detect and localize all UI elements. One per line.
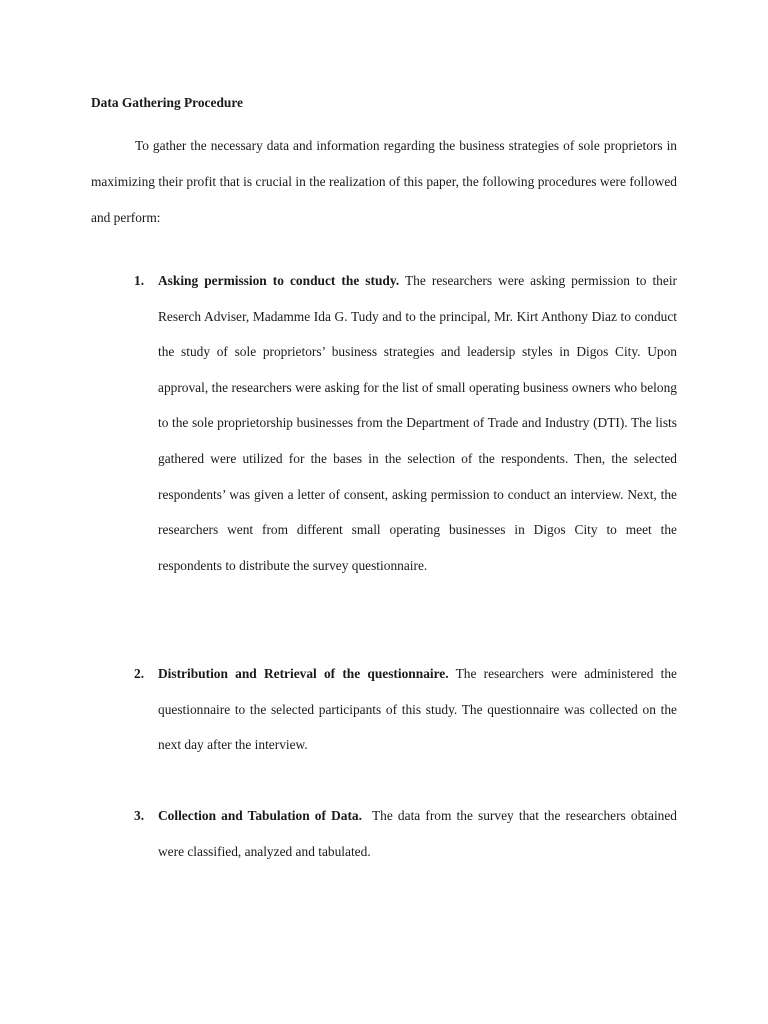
- item-body: The data from the survey that the researchers obtained were classified, analyzed and tabulated.: [158, 808, 681, 859]
- item-number: 1.: [134, 273, 145, 288]
- section-heading: Data Gathering Procedure: [91, 95, 243, 110]
- item-body: The researchers were administered the questionnaire to the selected participants of this study. The questionnaire was collected on the next day after the interview.: [158, 666, 677, 753]
- item-title: Asking permission to conduct the study.: [158, 273, 400, 288]
- item-body: The researchers were asking permission to their Reserch Adviser, Madamme Ida G. Tudy and to the principal, Mr. Kirt Anthony Diaz to conduct the study of sole proprietors’ business strategies and leadersip styles in Digos City. Upon approval, the researchers were asking for the list of small operating business owners who belong to the sole proprietorship businesses from the Department of Trade and Industry (DTI). The lists gathered were utilized for the bases in the selection of the respondents. Then, the selected respondents’ was given a letter of consent, asking permission to conduct an interview. Next, the researchers went from different small operating businesses in Digos City to meet the respondents to distribute the survey questionnaire.: [158, 273, 678, 573]
- item-title: Collection and Tabulation of Data.: [158, 808, 362, 823]
- item-number: 3.: [134, 808, 145, 823]
- procedure-item-2: [134, 656, 677, 763]
- item-number: 2.: [134, 666, 145, 681]
- item-title: Distribution and Retrieval of the questionnaire.: [158, 666, 449, 681]
- procedure-item-1: [134, 263, 678, 583]
- intro-paragraph: To gather the necessary data and information regarding the business strategies of sole proprietors in maximizing their profit that is crucial in the realization of this paper, the following procedures were followed and perform:: [91, 138, 677, 225]
- procedure-item-3: [134, 798, 681, 869]
